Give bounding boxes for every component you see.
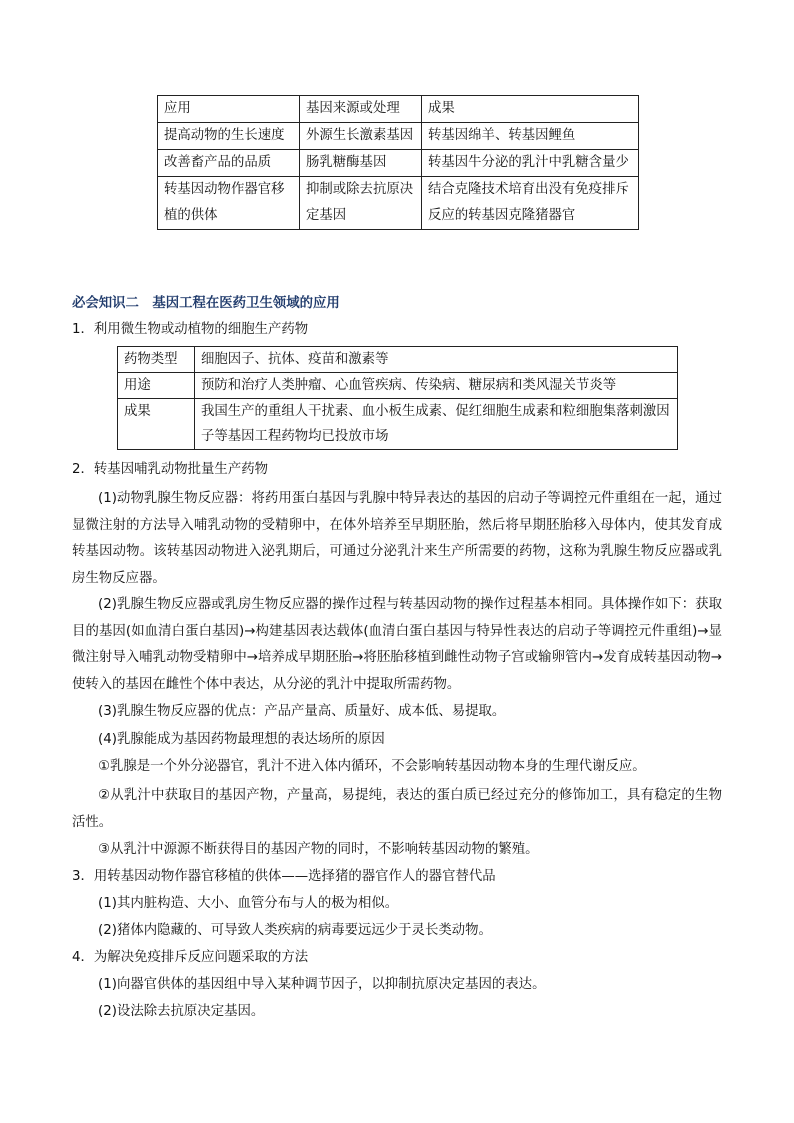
table-cell: 细胞因子、抗体、疫苗和激素等 (195, 347, 678, 373)
table-cell: 我国生产的重组人干扰素、血小板生成素、促红细胞生成素和粒细胞集落刺激因子等基因工程药物均已投放市场 (195, 399, 678, 450)
paragraph: (4)乳腺能成为基因药物最理想的表达场所的原因 (98, 732, 385, 747)
table-row (158, 150, 639, 177)
table-cell: 成果 (422, 96, 639, 123)
item-1-title: 1．利用微生物或动植物的细胞生产药物 (72, 322, 309, 337)
table-cell: 药物类型 (118, 347, 195, 373)
table-cell: 结合克隆技术培育出没有免疫排斥反应的转基因克隆猪器官 (422, 177, 639, 230)
paragraph: (2)设法除去抗原决定基因。 (98, 1004, 265, 1019)
paragraph: (2)乳腺生物反应器或乳房生物反应器的操作过程与转基因动物的操作过程基本相同。具体操作如下：获取目的基因(如血清白蛋白基因)→构建基因表达载体(血清白蛋白基因与特异性表达的启动子等调控元件重组)→显微注射导入哺乳动物受精卵中→培养成早期胚胎→将胚胎移植到雌性动物子宫或输卵管内→发育成转基因动物→使转入的基因在雌性个体中表达，从分泌的乳汁中提取所需药物。 (72, 597, 722, 692)
section-heading: 必会知识二 基因工程在医药卫生领域的应用 (72, 296, 340, 311)
table-row (118, 373, 678, 399)
table-cell: 提高动物的生长速度 (158, 123, 300, 150)
drug-table (117, 346, 678, 450)
table-cell: 基因来源或处理 (300, 96, 422, 123)
table-cell: 转基因绵羊、转基因鲤鱼 (422, 123, 639, 150)
table-row (158, 123, 639, 150)
table-cell: 外源生长激素基因 (300, 123, 422, 150)
paragraph: ③从乳汁中源源不断获得目的基因产物的同时，不影响转基因动物的繁殖。 (98, 842, 539, 857)
table-cell: 用途 (118, 373, 195, 399)
table-header-row (158, 96, 639, 123)
paragraph: (1)向器官供体的基因组中导入某种调节因子，以抑制抗原决定基因的表达。 (98, 977, 546, 992)
paragraph: ①乳腺是一个外分泌器官，乳汁不进入体内循环，不会影响转基因动物本身的生理代谢反应。 (98, 759, 646, 774)
table-cell: 抑制或除去抗原决定基因 (300, 177, 422, 230)
item-2-title: 2．转基因哺乳动物批量生产药物 (72, 462, 268, 477)
table-cell: 转基因动物作器官移植的供体 (158, 177, 300, 230)
paragraph: (2)猪体内隐藏的、可导致人类疾病的病毒要远远少于灵长类动物。 (98, 923, 492, 938)
table-row (158, 177, 639, 230)
table-cell: 改善畜产品的品质 (158, 150, 300, 177)
table-cell: 成果 (118, 399, 195, 450)
table-row (118, 399, 678, 450)
table-cell: 肠乳糖酶基因 (300, 150, 422, 177)
item-3-title: 3．用转基因动物作器官移植的供体——选择猪的器官作人的器官替代品 (72, 869, 496, 884)
table-cell: 预防和治疗人类肿瘤、心血管疾病、传染病、糖尿病和类风湿关节炎等 (195, 373, 678, 399)
paragraph: (1)其内脏构造、大小、血管分布与人的极为相似。 (98, 896, 399, 911)
application-table (157, 95, 639, 230)
table-cell: 应用 (158, 96, 300, 123)
paragraph: ②从乳汁中获取目的基因产物，产量高，易提纯，表达的蛋白质已经过充分的修饰加工，具有稳定的生物活性。 (72, 788, 722, 830)
paragraph: (3)乳腺生物反应器的优点：产品产量高、质量好、成本低、易提取。 (98, 704, 506, 719)
table-row (118, 347, 678, 373)
paragraph: (1)动物乳腺生物反应器：将药用蛋白基因与乳腺中特异表达的基因的启动子等调控元件重组在一起，通过显微注射的方法导入哺乳动物的受精卵中，在体外培养至早期胚胎，然后将早期胚胎移入母体内，使其发育成转基因动物。该转基因动物进入泌乳期后，可通过分泌乳汁来生产所需要的药物，这称为乳腺生物反应器或乳房生物反应器。 (72, 491, 722, 586)
table-cell: 转基因牛分泌的乳汁中乳糖含量少 (422, 150, 639, 177)
item-4-title: 4．为解决免疫排斥反应问题采取的方法 (72, 950, 309, 965)
